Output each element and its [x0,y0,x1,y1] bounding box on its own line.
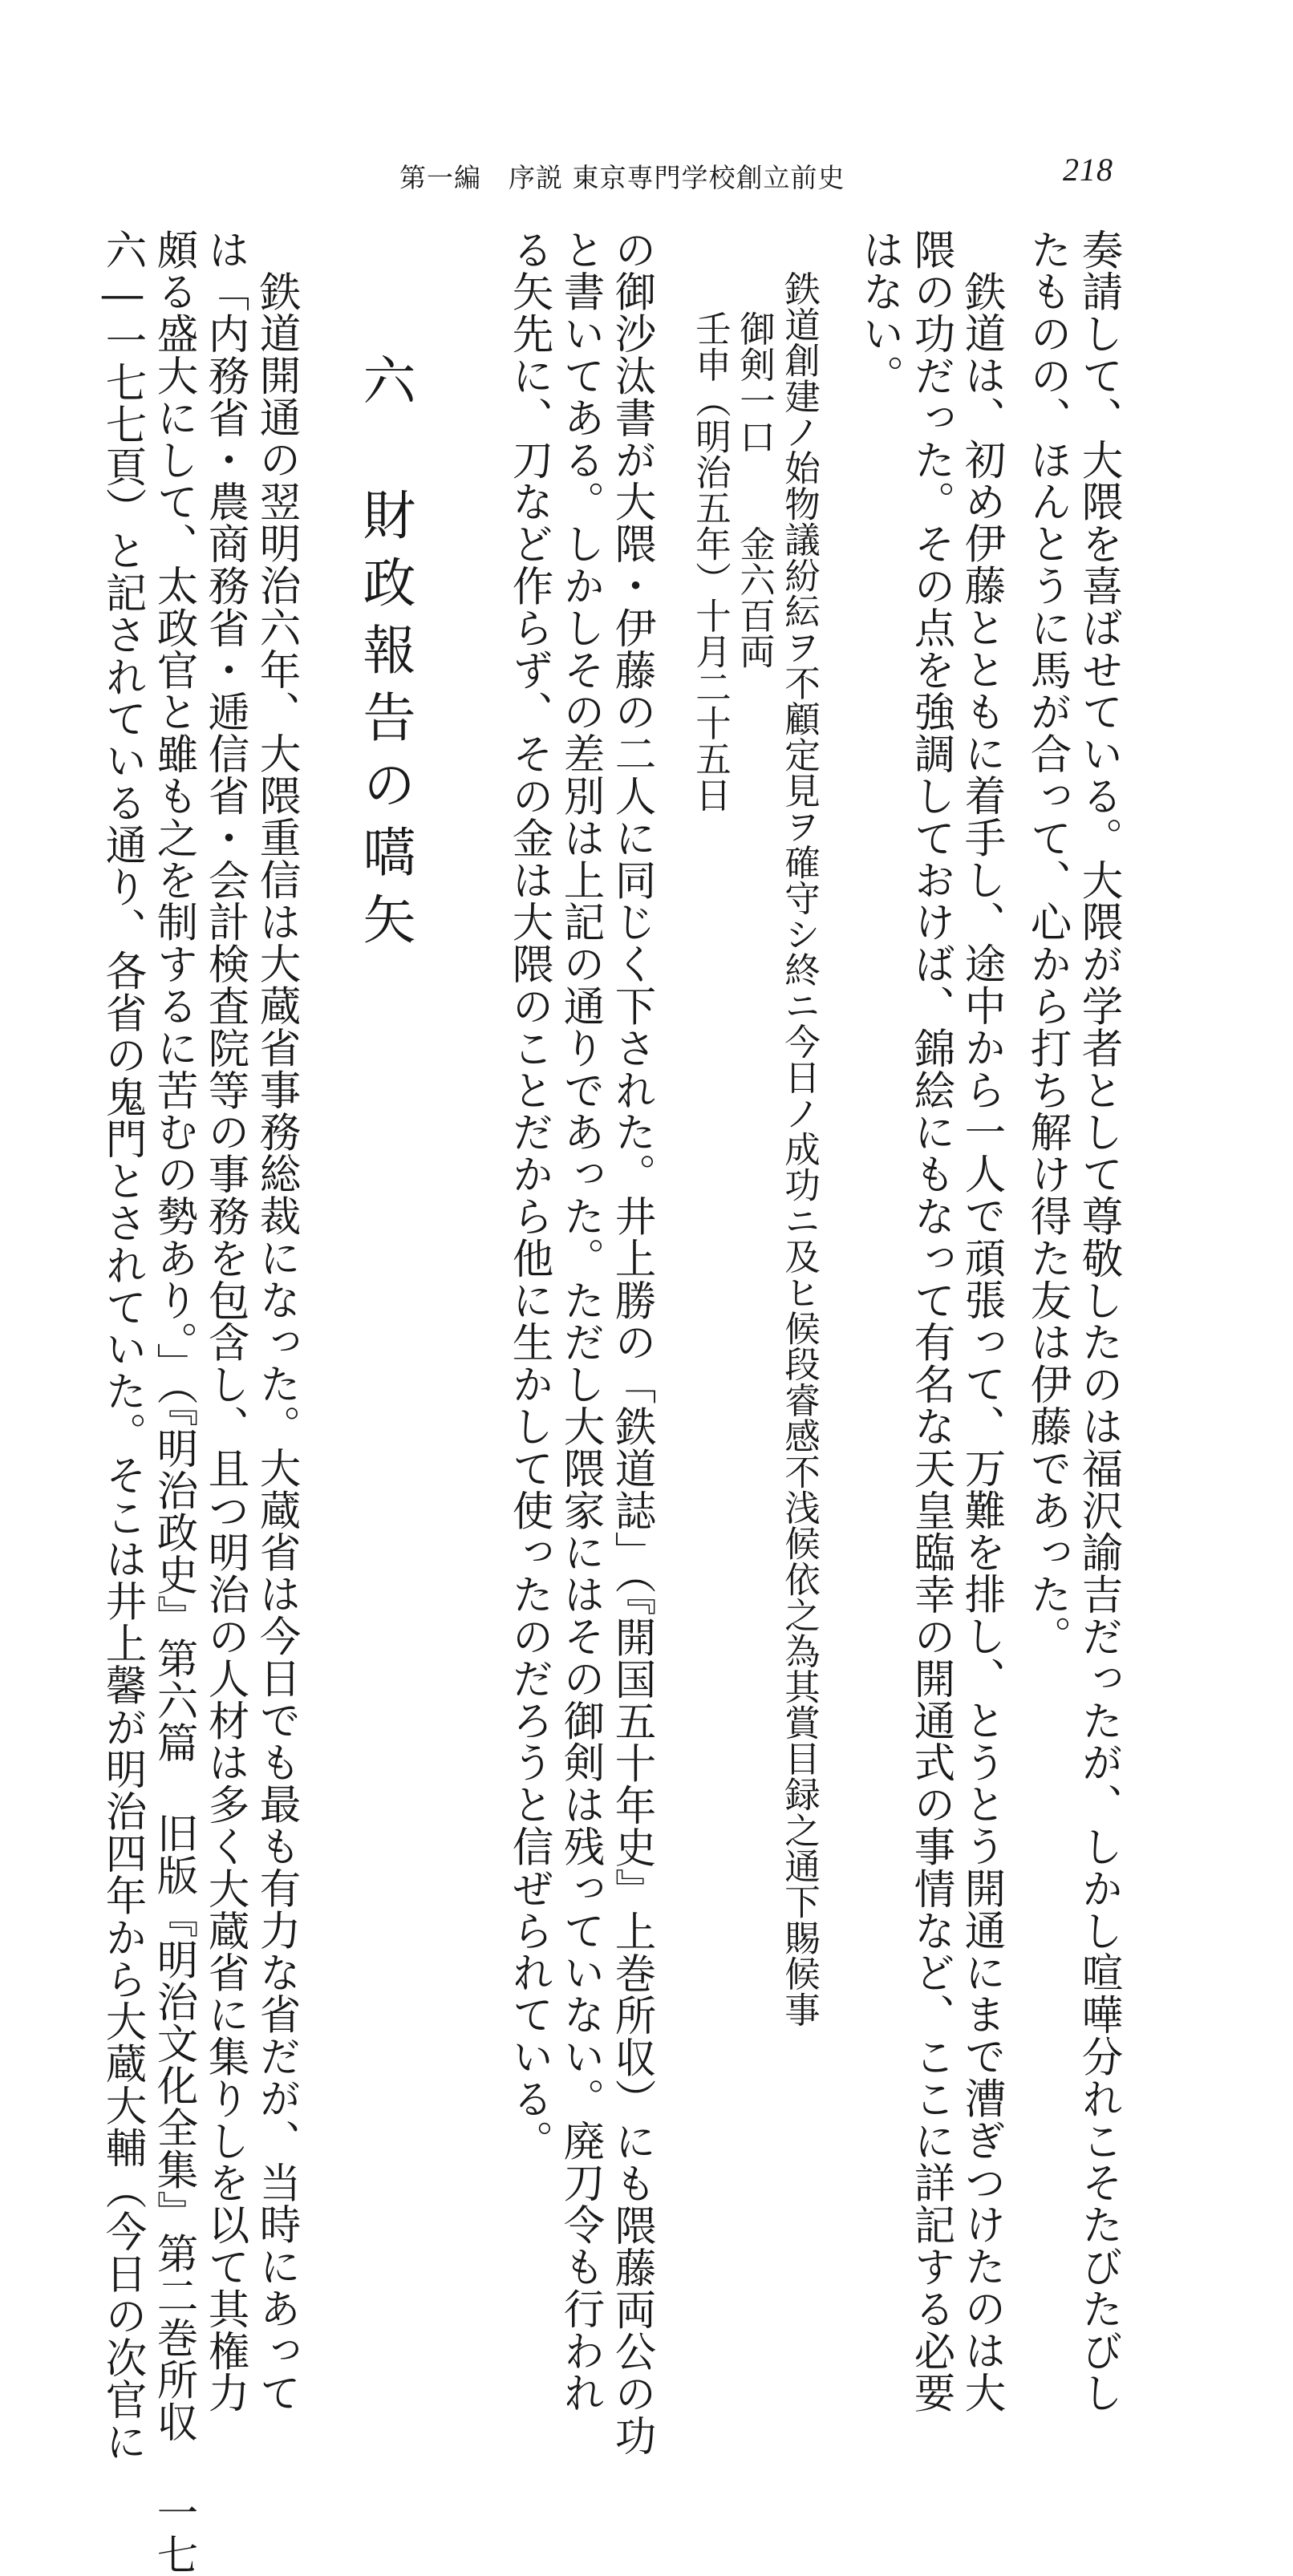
text-column: 隈の功だった。その点を強調しておけば、錦絵にもなって有名な天皇臨幸の開通式の事情など、ここに詳記する必要 [906,229,955,2414]
text-column: 鉄道は、初め伊藤とともに着手し、途中から一人で頑張って、万難を排し、とうとう開通にまで漕ぎつけたのは大 [957,270,1006,2414]
section-heading: 六 財政報告の嚆矢 [354,353,415,959]
text-column: 六―一七七頁）と記されている通り、各省の鬼門とされていた。そこは井上馨が明治四年から大蔵大輔（今日の次官に [98,229,147,2463]
text-column: の御沙汰書が大隈・伊藤の二人に同じく下された。井上勝の「鉄道誌」（『開国五十年史』上巻所収）にも隈藤両公の功 [607,229,656,2457]
text-column: 奏請して、大隈を喜ばせている。大隈が学者として尊敬したのは福沢諭吉だったが、しかし喧嘩分れこそたびたびし [1074,229,1123,2414]
quotation-date: 壬申（明治五年）十月二十五日 [689,310,731,812]
text-column: はない。 [855,229,904,397]
quotation-line: 御剣一口 金六百両 [733,310,775,669]
text-column: 鉄道開通の翌明治六年、大隈重信は大蔵省事務総裁になった。大蔵省は今日でも最も有力な省だが、当時にあって [252,270,301,2414]
text-column: と書いてある。しかしその差別は上記の通りであった。ただし大隈家にはその御剣は残っていない。廃刀令も行われ [556,229,605,2414]
text-column: は「内務省・農商務省・逓信省・会計検査院等の事務を包含し、且つ明治の人材は多く大蔵省に集りしを以て其権力 [201,229,249,2414]
quotation-line: 鉄道創建ノ始物議紛紜ヲ不顧定見ヲ確守シ終ニ今日ノ成功ニ及ヒ候段睿感不浅候依之為其賞目録之通下賜候事 [778,270,820,2027]
page-number: 218 [1063,152,1113,188]
running-head: 第一編 序説 東京専門学校創立前史 [399,162,845,193]
text-column: たものの、ほんとうに馬が合って、心から打ち解け得た友は伊藤であった。 [1023,229,1072,1658]
text-column: 頗る盛大にして、太政官と雖も之を制するに苦むの勢あり。」（『明治政史』第六篇 旧版『明治文化全集』第二巻所収 一七 [149,229,198,2576]
text-column: る矢先に、刀など作らず、その金は大隈のことだから他に生かして使ったのだろうと信ぜられている。 [505,229,553,2162]
